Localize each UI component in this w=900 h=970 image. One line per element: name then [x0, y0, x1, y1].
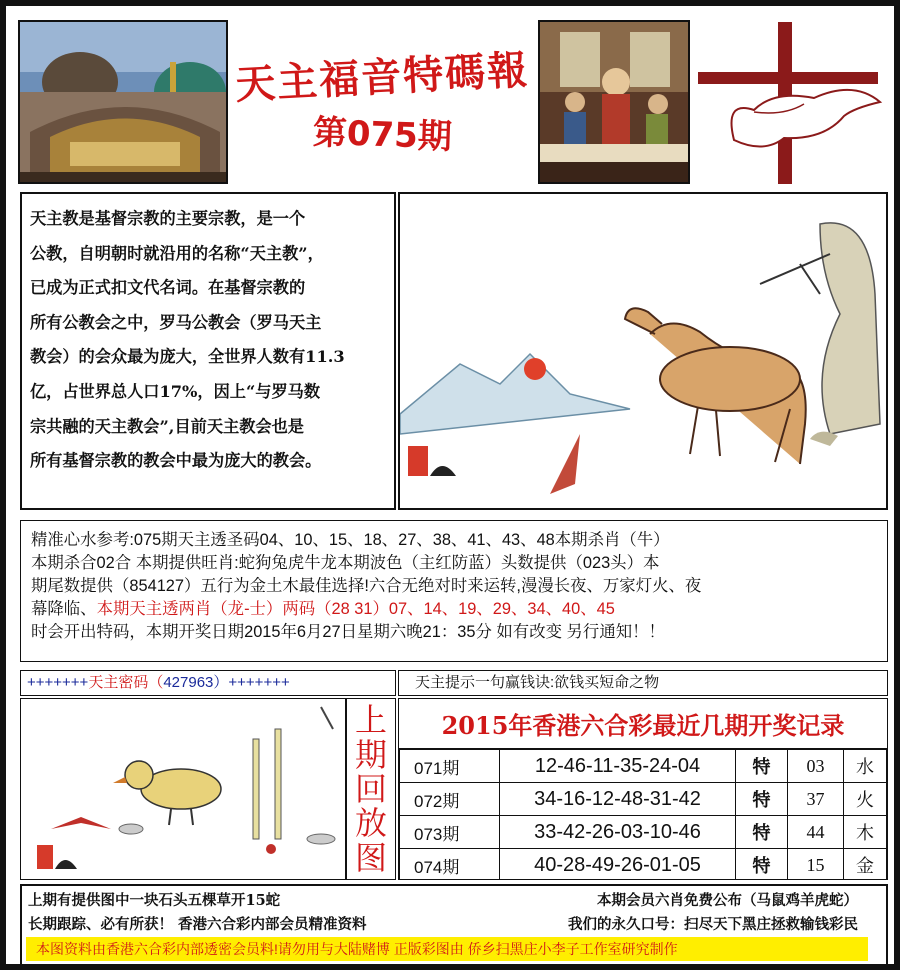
special-label-cell: 特 — [736, 750, 788, 783]
reference-line: 本期杀合02合 本期提供旺肖:蛇狗兔虎牛龙本期波色（主红防蓝）头数提供（023头）本 — [31, 554, 660, 572]
reference-line: 精准心水参考:075期天主透圣码04、10、15、18、27、38、41、43、48本期杀肖（牛） — [31, 531, 670, 549]
special-label-cell: 特 — [736, 849, 788, 881]
intro-line: 亿，占世界总人口17%，因上“与罗马数 — [30, 381, 321, 401]
reference-block — [20, 520, 888, 662]
footer-text: 长期跟踪、必有所获！ 香港六合彩内部会员精准资料 — [28, 916, 367, 933]
reference-line-black: 幕降临、 — [31, 600, 97, 618]
cross-dove-image — [694, 20, 888, 184]
issue-cell: 071期 — [400, 750, 500, 783]
masthead — [228, 16, 536, 186]
intro-text-block — [20, 192, 396, 510]
replay-char: 期 — [354, 735, 387, 774]
issue-cell: 072期 — [400, 783, 500, 816]
element-cell: 金 — [844, 849, 887, 881]
numbers-cell: 34-16-12-48-31-42 — [500, 783, 736, 816]
intro-line: 公教，自明朝时就沿用的名称“天主教”， — [30, 243, 324, 263]
issue-cell: 073期 — [400, 816, 500, 849]
draw-records — [398, 698, 888, 880]
special-number-cell: 15 — [788, 849, 844, 881]
special-label-cell: 特 — [736, 783, 788, 816]
table-row — [400, 783, 887, 816]
footer-banner: 本图资料由香港六合彩内部透密会员料!请勿用与大陆赌博 正版彩图由 侨乡扫黑庄小李子工作室研究制作 — [26, 937, 868, 961]
numbers-cell: 33-42-26-03-10-46 — [500, 816, 736, 849]
replay-char: 图 — [354, 838, 387, 877]
replay-char: 上 — [354, 701, 387, 740]
reference-line — [31, 598, 881, 621]
table-row — [400, 849, 887, 881]
records-title: 2015年香港六合彩最近几期开奖记录 — [399, 699, 887, 749]
numbers-cell: 40-28-49-26-01-05 — [500, 849, 736, 881]
table-row — [400, 816, 887, 849]
special-number-cell: 44 — [788, 816, 844, 849]
footer-text: 本期会员六肖免费公布（马鼠鸡羊虎蛇） — [597, 892, 858, 909]
secret-code: 427963 — [163, 674, 214, 691]
intro-line: 所有公教会之中，罗马公教会（罗马天主 — [30, 312, 322, 332]
last-issue-replay-label — [346, 698, 396, 880]
footer-row — [28, 889, 880, 913]
issue-cell: 074期 — [400, 849, 500, 881]
intro-line: 教会）的会众最为庞大，全世界人数有11.3 — [30, 347, 345, 367]
reference-line: 时会开出特码，本期开奖日期2015年6月27日星期六晚21：35分 如有改变 另行通知！！ — [31, 623, 665, 641]
footer-text: 上期有提供图中一块石头五棵草开15蛇 — [28, 892, 281, 909]
special-label-cell: 特 — [736, 816, 788, 849]
footer-text: 我们的永久口号：扫尽天下黑庄拯救输钱彩民 — [568, 916, 858, 933]
special-number-cell: 37 — [788, 783, 844, 816]
newspaper-title: 天主福音特碼報 — [234, 47, 531, 109]
secret-suffix: ）+++++++ — [213, 674, 290, 691]
intro-line: 所有基督宗教的教会中最为庞大的教会。 — [30, 451, 322, 471]
issue-number: 第075期 — [311, 112, 453, 158]
numbers-cell: 12-46-11-35-24-04 — [500, 750, 736, 783]
last-supper-painting — [538, 20, 690, 184]
records-table — [399, 749, 887, 880]
horse-illustration — [398, 192, 888, 510]
tip-bar: 天主提示一句赢钱诀:欲钱买短命之物 — [398, 670, 888, 696]
element-cell: 水 — [844, 750, 887, 783]
secret-prefix: +++++++ — [27, 674, 89, 691]
table-row — [400, 750, 887, 783]
special-number-cell: 03 — [788, 750, 844, 783]
cathedral-image — [18, 20, 228, 184]
replay-char: 放 — [354, 804, 387, 843]
reference-line: 期尾数提供（854127）五行为金土木最佳选择!六合无绝对时来运转,漫漫长夜、万家灯火、夜 — [31, 577, 702, 595]
intro-line: 已成为正式扣文代名词。在基督宗教的 — [30, 278, 306, 298]
footer-row — [28, 913, 880, 937]
intro-line: 宗共融的天主教会”,目前天主教会也是 — [30, 416, 304, 436]
footer — [20, 884, 888, 966]
secret-label: 天主密码（ — [88, 674, 164, 691]
reference-line-highlight: 本期天主透两肖（龙-士）两码（28 31）07、14、19、29、34、40、45 — [96, 600, 615, 618]
duck-illustration — [20, 698, 346, 880]
element-cell: 木 — [844, 816, 887, 849]
intro-line: 天主教是基督宗教的主要宗教，是一个 — [30, 209, 306, 228]
replay-char: 回 — [354, 769, 387, 808]
secret-code-bar — [20, 670, 396, 696]
element-cell: 火 — [844, 783, 887, 816]
